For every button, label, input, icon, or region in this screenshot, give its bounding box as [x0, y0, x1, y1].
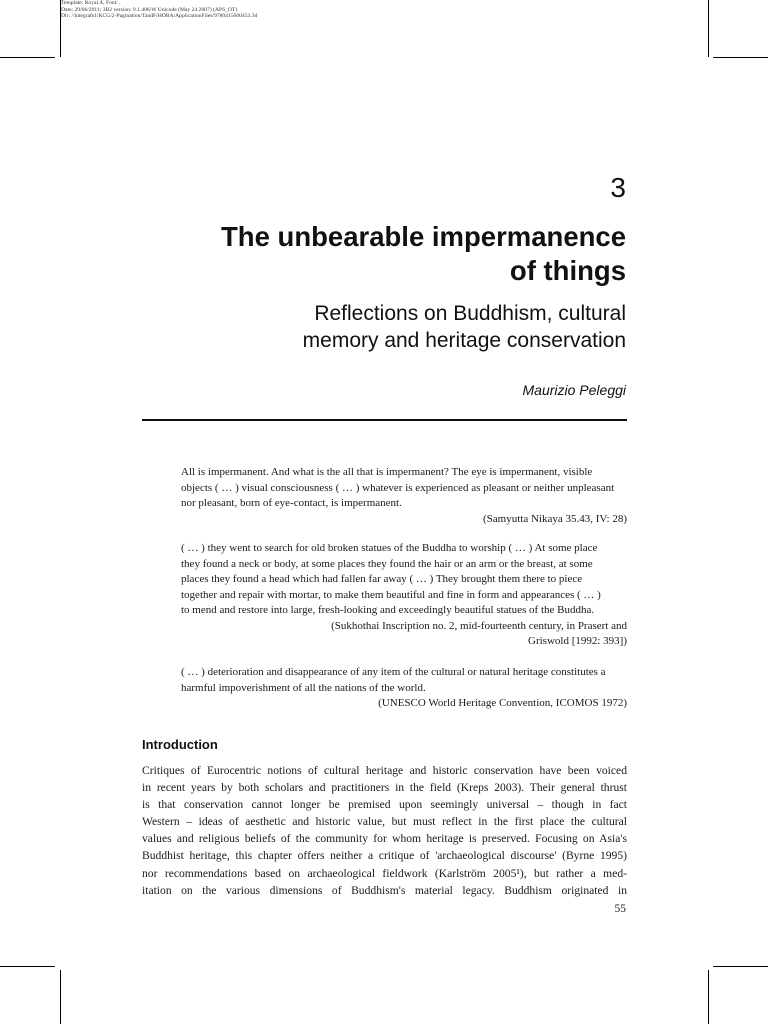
crop-mark — [708, 970, 709, 1024]
chapter-number: 3 — [610, 172, 626, 203]
body-line: nor recommendations based on archaeological fieldwork (Karlström 2005¹), but rather a med- — [142, 866, 627, 880]
epigraph-source: (Samyutta Nikaya 35.43, IV: 28) — [483, 512, 627, 525]
body-line: Critiques of Eurocentric notions of cultural heritage and historic conservation have been voiced — [142, 764, 627, 777]
title-divider — [142, 419, 627, 421]
epigraph-line: they found a neck or body, at some places they found the hair or an arm or the breast, at some — [181, 557, 593, 570]
body-line: values and religious beliefs of the community for whom heritage is preserved. Focusing on Asia's — [142, 832, 627, 846]
epigraph-line: ( … ) deterioration and disappearance of any item of the cultural or natural heritage constitutes a — [181, 666, 606, 678]
chapter-subtitle — [166, 300, 626, 354]
epigraph-line: places they found a head which had fallen far away ( … ) They brought them there to piece — [181, 573, 583, 585]
crop-mark — [713, 966, 768, 967]
epigraph-line: together and repair with mortar, to make them beautiful and fine in form and appearances ( … ) — [181, 588, 601, 601]
subtitle-line: memory and heritage conservation — [302, 329, 626, 352]
epigraph-line: ( … ) they went to search for old broken statues of the Buddha to worship ( … ) At some place — [181, 542, 598, 554]
subtitle-line: Reflections on Buddhism, cultural — [314, 302, 626, 325]
crop-mark — [713, 57, 768, 58]
body-line: Western – ideas of aesthetic and historic value, but must reflect in the first place the cultural — [142, 815, 627, 829]
crop-mark — [60, 970, 61, 1024]
body-line: itation on the various dimensions of Buddhism's material legacy. Buddhism originated in — [142, 883, 627, 897]
title-line: The unbearable impermanence — [221, 221, 626, 252]
body-line: Buddhist heritage, this chapter offers neither a critique of 'archaeological discourse' (Byrne 1995) — [142, 849, 627, 863]
body-line: in recent years by both scholars and practitioners in the field (Kreps 2003). Their general thrust — [142, 781, 627, 795]
body-paragraph — [142, 762, 627, 899]
meta-line: Dir: //integrafs1/KCG/2-Pagination/TandF/HOBA/ApplicationFiles/9780415600453.3d — [61, 13, 258, 20]
epigraph-line: nor pleasant, born of eye-contact, is impermanent. — [181, 497, 402, 509]
chapter-title — [166, 220, 626, 288]
epigraph-line: harmful impoverishment of all the nations of the world. — [181, 681, 426, 694]
typesetting-metadata — [61, 0, 257, 20]
crop-mark — [0, 57, 55, 58]
epigraph-line: All is impermanent. And what is the all that is impermanent? The eye is impermanent, visible — [181, 466, 593, 478]
epigraph-source: (Sukhothai Inscription no. 2, mid-fourteenth century, in Prasert and — [331, 619, 627, 632]
title-line: of things — [509, 255, 626, 286]
chapter-author: Maurizio Peleggi — [522, 382, 626, 398]
epigraph-line: objects ( … ) visual consciousness ( … ) whatever is experienced as pleasant or neither unpleasant — [181, 481, 615, 494]
meta-line: Template: Royal A, Font: , — [61, 0, 121, 6]
section-heading: Introduction — [142, 737, 218, 752]
epigraph-source: Griswold [1992: 393]) — [528, 635, 627, 647]
epigraph — [181, 465, 627, 527]
page-number: 55 — [614, 903, 626, 915]
epigraph — [181, 665, 627, 712]
epigraph-line: to mend and restore into large, fresh-looking and exceedingly beautiful statues of the Buddha. — [181, 604, 595, 616]
epigraph — [181, 541, 627, 650]
crop-mark — [708, 0, 709, 57]
crop-mark — [0, 966, 55, 967]
body-line: is that conservation cannot longer be premised upon seemingly universal – though in fact — [142, 798, 627, 812]
meta-line: Date: 29/06/2011; 3B2 version: 9.1.406/W Unicode (May 24 2007) (APS_OT) — [61, 6, 238, 13]
epigraph-source: (UNESCO World Heritage Convention, ICOMOS 1972) — [378, 697, 627, 709]
